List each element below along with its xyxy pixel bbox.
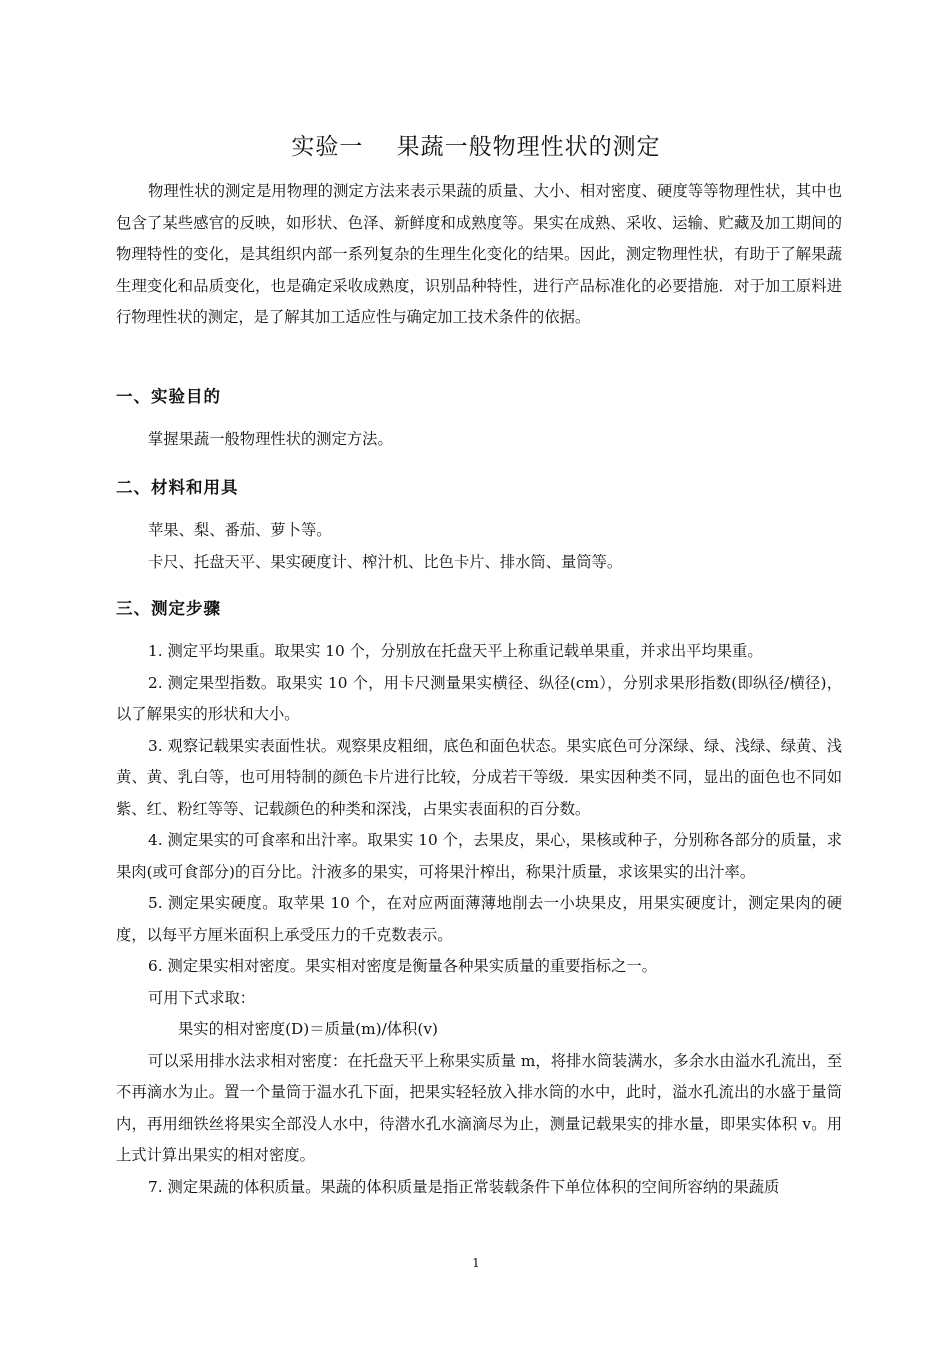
page-title: 实验一 果蔬一般物理性状的测定 bbox=[291, 134, 661, 160]
page-number: 1 bbox=[472, 1256, 480, 1270]
section-heading-steps: 三、测定步骤 bbox=[116, 599, 221, 618]
materials-paragraph: 苹果、梨、番茄、萝卜等。 bbox=[148, 521, 332, 539]
formula: 果实的相对密度(D)＝质量(m)/体积(v) bbox=[178, 1020, 438, 1038]
intro-paragraph: 物理性状的测定是用物理的测定方法来表示果蔬的质量、大小、相对密度、硬度等等物理性状，其中也包含了某些感官的反映，如形状、色泽、新鲜度和成熟度等。果实在成熟、采收、运输、贮藏及加工期间的物理特性的变化，是其组织内部一系列复杂的生理生化变化的结果。因此，测定物理性状，有助于了解果蔬生理变化和品质变化，也是确定采收成熟度，识别品种特性，进行产品标准化的必要措施．对于加工原料进行物理性状的测定，是了解其加工适应性与确定加工技术条件的依据。 bbox=[116, 182, 842, 326]
purpose-block bbox=[116, 424, 842, 456]
tools-paragraph: 卡尺、托盘天平、果实硬度计、榨汁机、比色卡片、排水筒、量筒等。 bbox=[148, 552, 623, 571]
step-7: 7. 测定果蔬的体积质量。果蔬的体积质量是指正常装载条件下单位体积的空间所容纳的果蔬质 bbox=[148, 1177, 780, 1196]
step-5: 5. 测定果实硬度。取苹果 10 个，在对应两面薄薄地削去一小块果皮，用果实硬度计，测定果肉的硬度，以每平方厘米面积上承受压力的千克数表示。 bbox=[116, 894, 842, 944]
step-4: 4. 测定果实的可食率和出汁率。取果实 10 个，去果皮，果心，果核或种子，分别称各部分的质量，求果肉(或可食部分)的百分比。汁液多的果实，可将果汁榨出，称果汁质量，求该果实的出汁率。 bbox=[116, 831, 842, 881]
step-1: 1. 测定平均果重。取果实 10 个，分别放在托盘天平上称重记载单果重，并求出平均果重。 bbox=[148, 642, 763, 660]
section-heading-materials: 二、材料和用具 bbox=[116, 478, 239, 497]
method-paragraph: 可以采用排水法求相对密度：在托盘天平上称果实质量 m，将排水筒装满水，多余水由溢水孔流出，至不再滴水为止。置一个量筒于温水孔下面，把果实轻轻放入排水筒的水中，此时，溢水孔流出的水盛于量筒内，再用细铁丝将果实全部没人水中，待潜水孔水滴滴尽为止，测量记载果实的排水量，即果实体积 v。用上式计算出果实的相对密度。 bbox=[116, 1051, 842, 1164]
step-6: 6. 测定果实相对密度。果实相对密度是衡量各种果实质量的重要指标之一。 bbox=[148, 957, 657, 975]
purpose-paragraph: 掌握果蔬一般物理性状的测定方法。 bbox=[148, 430, 393, 448]
steps-block bbox=[116, 636, 842, 1203]
section-heading-purpose: 一、实验目的 bbox=[116, 387, 221, 406]
step-2: 2. 测定果型指数。取果实 10 个，用卡尺测量果实横径、纵径(cm），分别求果形指数(即纵径/横径)，以了解果实的形状和大小。 bbox=[116, 673, 842, 723]
step-3: 3. 观察记载果实表面性状。观察果皮粗细，底色和面色状态。果实底色可分深绿、绿、浅绿、绿黄、浅黄、黄、乳白等，也可用特制的颜色卡片进行比较，分成若干等级．果实因种类不同，显出的面色也不同如紫、红、粉红等等、记载颜色的种类和深浅，占果实表面积的百分数。 bbox=[116, 736, 842, 818]
materials-block bbox=[116, 515, 842, 578]
formula-intro: 可用下式求取： bbox=[148, 988, 256, 1007]
intro-block bbox=[116, 176, 842, 334]
